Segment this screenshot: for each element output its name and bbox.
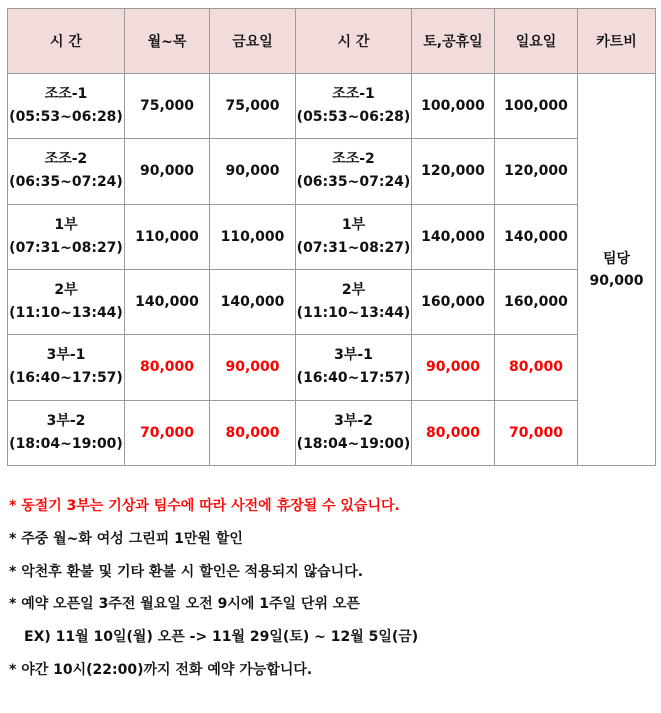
time-slot-weekend [296, 335, 412, 400]
header-time-weekday: 시 간 [8, 9, 125, 74]
table-row [8, 335, 656, 400]
slot-name: 2부 [341, 282, 366, 299]
price-mon-thu: 70,000 [125, 400, 210, 465]
slot-time: (16:40~17:57) [296, 370, 411, 387]
slot-name: 3부-2 [46, 412, 86, 429]
price-sat-holiday: 140,000 [412, 204, 495, 269]
price-mon-thu: 75,000 [125, 74, 210, 139]
note-reservation-open: * 예약 오픈일 3주전 월요일 오전 9시에 1주일 단위 오픈 [9, 596, 360, 613]
slot-name: 조조-1 [332, 86, 375, 103]
table-header-row [8, 9, 656, 74]
slot-name: 조조-2 [44, 151, 88, 168]
slot-time: (07:31~08:27) [296, 239, 411, 256]
slot-time: (05:53~06:28) [9, 109, 123, 126]
price-sunday: 100,000 [495, 74, 578, 139]
price-sat-holiday: 100,000 [412, 74, 495, 139]
price-sat-holiday: 90,000 [412, 335, 495, 400]
time-slot-weekday [8, 74, 125, 139]
slot-time: (11:10~13:44) [296, 305, 411, 322]
slot-name: 1부 [54, 216, 78, 233]
time-slot-weekend [296, 139, 412, 204]
price-mon-thu: 110,000 [125, 204, 210, 269]
price-friday: 110,000 [210, 204, 296, 269]
price-friday: 75,000 [210, 74, 296, 139]
time-slot-weekend [296, 400, 412, 465]
header-sunday: 일요일 [495, 9, 578, 74]
cart-fee-label: 팀당 [602, 250, 631, 267]
time-slot-weekend [296, 269, 412, 334]
header-mon-thu: 월~목 [125, 9, 210, 74]
price-sunday: 140,000 [495, 204, 578, 269]
header-friday: 금요일 [210, 9, 296, 74]
note-phone-reservation: * 야간 10시(22:00)까지 전화 예약 가능합니다. [9, 661, 313, 678]
slot-name: 1부 [341, 216, 366, 233]
table-row [8, 204, 656, 269]
table-row [8, 269, 656, 334]
price-mon-thu: 80,000 [125, 335, 210, 400]
slot-name: 3부-1 [334, 347, 373, 364]
price-sunday: 80,000 [495, 335, 578, 400]
note-refund-policy: * 악천후 환불 및 기타 환불 시 할인은 적용되지 않습니다. [9, 563, 364, 580]
slot-time: (18:04~19:00) [296, 435, 411, 452]
price-mon-thu: 140,000 [125, 269, 210, 334]
time-slot-weekday [8, 335, 125, 400]
time-slot-weekday [8, 139, 125, 204]
price-friday: 90,000 [210, 335, 296, 400]
green-fee-table [7, 8, 656, 466]
time-slot-weekday [8, 204, 125, 269]
table-row [8, 74, 656, 139]
slot-time: (11:10~13:44) [9, 305, 123, 322]
note-women-discount: * 주중 월~화 여성 그린피 1만원 할인 [9, 530, 243, 547]
slot-time: (06:35~07:24) [9, 174, 123, 191]
header-time-weekend: 시 간 [296, 9, 412, 74]
price-friday: 90,000 [210, 139, 296, 204]
cart-fee-price: 90,000 [589, 272, 644, 289]
slot-name: 3부-2 [334, 412, 373, 429]
note-reservation-example: EX) 11월 10일(월) 오픈 -> 11월 29일(토) ~ 12월 5일(금) [24, 629, 419, 646]
price-mon-thu: 90,000 [125, 139, 210, 204]
time-slot-weekday [8, 400, 125, 465]
time-slot-weekend [296, 74, 412, 139]
price-friday: 80,000 [210, 400, 296, 465]
price-sunday: 70,000 [495, 400, 578, 465]
slot-name: 조조-1 [44, 86, 88, 103]
price-sat-holiday: 160,000 [412, 269, 495, 334]
price-sunday: 120,000 [495, 139, 578, 204]
slot-name: 조조-2 [332, 151, 375, 168]
slot-name: 3부-1 [46, 347, 86, 364]
slot-time: (16:40~17:57) [9, 370, 123, 387]
slot-time: (05:53~06:28) [296, 109, 411, 126]
note-winter-closure: * 동절기 3부는 기상과 팀수에 따라 사전에 휴장될 수 있습니다. [9, 498, 400, 514]
price-sat-holiday: 80,000 [412, 400, 495, 465]
table-row [8, 139, 656, 204]
slot-time: (06:35~07:24) [296, 174, 411, 191]
price-sat-holiday: 120,000 [412, 139, 495, 204]
price-sunday: 160,000 [495, 269, 578, 334]
cart-fee-cell [578, 74, 656, 466]
table-row [8, 400, 656, 465]
slot-name: 2부 [54, 282, 78, 299]
time-slot-weekend [296, 204, 412, 269]
time-slot-weekday [8, 269, 125, 334]
slot-time: (07:31~08:27) [9, 239, 123, 256]
slot-time: (18:04~19:00) [9, 435, 123, 452]
notes-list [9, 490, 654, 687]
header-sat-holiday: 토,공휴일 [412, 9, 495, 74]
header-cart-fee: 카트비 [578, 9, 656, 74]
price-friday: 140,000 [210, 269, 296, 334]
